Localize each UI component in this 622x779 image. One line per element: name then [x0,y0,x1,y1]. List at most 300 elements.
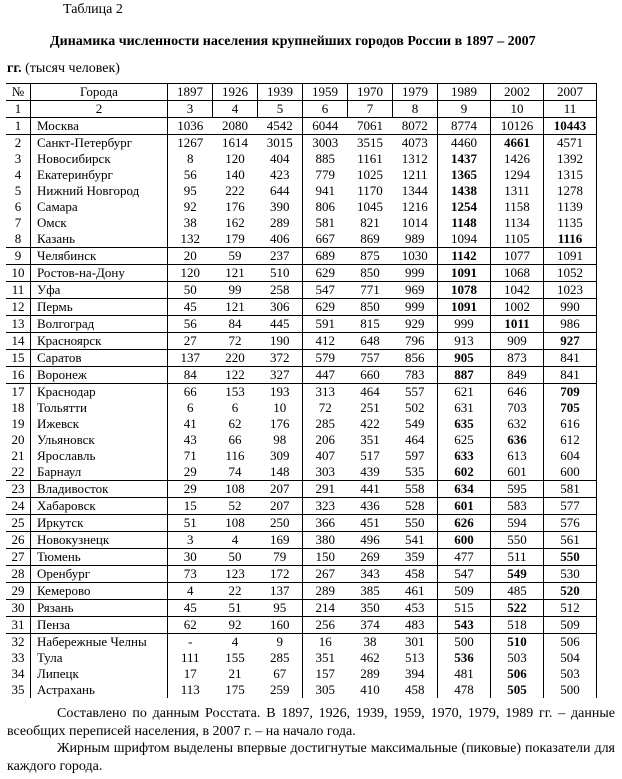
value-cell: 1068 [491,265,544,282]
value-cell: 390 [270,199,290,214]
table-row [6,282,597,299]
city-name: Рязань [31,600,168,617]
value-cell: 541 [393,532,438,549]
header-cell: 7 [348,101,393,118]
peak-value-cell: 510 [491,634,544,651]
header-cell: 6 [303,101,348,118]
city-name: Ижевск [31,416,168,432]
row-number: 5 [14,183,22,198]
value-cell: 423 [270,167,290,182]
table-row [6,167,597,183]
value-cell: 850 [348,299,393,316]
peak-value-cell: 1116 [544,231,597,248]
city-name: Ярославль [31,448,168,464]
value-cell: 306 [258,299,303,316]
value-cell: 601 [491,464,544,481]
row-number: 3 [14,151,22,166]
value-cell: 6 [168,400,213,416]
value-cell: 625 [438,432,491,448]
value-cell: 464 [405,432,425,447]
value-cell: 999 [438,316,491,333]
value-cell: 72 [213,333,258,350]
value-cell: 583 [491,498,544,515]
table-row [6,448,597,464]
peak-value-cell: 705 [544,400,597,416]
peak-value-cell: 4661 [491,135,544,152]
value-cell: 613 [491,448,544,464]
value-cell: 500 [438,634,491,651]
value-cell: 439 [360,464,380,479]
peak-value-cell: 506 [491,666,544,682]
value-cell: 986 [544,316,597,333]
value-cell: 576 [544,515,597,532]
peak-value-cell: 1437 [438,151,491,167]
city-name: Астрахань [31,682,168,698]
value-cell: 3003 [303,135,348,152]
note-bold-meaning: Жирным шрифтом выделены впервые достигнутые максимальные (пиковые) показатели для каждого города. [7,741,615,774]
city-name: Хабаровск [31,498,168,515]
value-cell: 869 [360,231,380,246]
value-cell: 95 [168,183,213,199]
value-cell: 595 [491,481,544,498]
row-number: 24 [6,498,31,515]
value-cell: 1312 [401,151,428,166]
city-name: Оренбург [31,566,168,583]
value-cell: 1278 [544,183,597,199]
value-cell: 579 [303,350,348,367]
table-row [6,583,597,600]
row-number: 31 [6,617,31,634]
value-cell: 289 [303,583,348,600]
value-cell: 111 [168,650,213,666]
value-cell: 591 [303,316,348,333]
value-cell: 98 [273,432,287,447]
value-cell: 506 [544,634,597,651]
value-cell: 150 [303,549,348,566]
peak-value-cell: 1091 [438,299,491,316]
value-cell: 1392 [544,151,597,167]
value-cell: 372 [258,350,303,367]
value-cell: 1030 [393,248,438,265]
value-cell: 45 [168,299,213,316]
value-cell: 359 [393,549,438,566]
value-cell: 16 [303,634,348,651]
table-row [6,400,597,416]
value-cell: 821 [360,215,380,230]
table-title [0,28,622,82]
value-cell: 56 [168,167,213,183]
value-cell: 849 [491,367,544,384]
value-cell: 172 [258,566,303,583]
value-cell: 303 [303,464,348,481]
value-cell: 1002 [491,299,544,316]
value-cell: 38 [168,215,213,231]
value-cell: 594 [491,515,544,532]
value-cell: 21 [228,666,242,681]
city-name: Казань [31,231,168,248]
value-cell: 157 [303,666,348,682]
peak-value-cell: 550 [544,549,597,566]
value-cell: 190 [258,333,303,350]
value-cell: 850 [348,265,393,282]
value-cell: 462 [360,650,380,665]
peak-value-cell: 549 [491,566,544,583]
value-cell: 7061 [348,118,393,135]
value-cell: 72 [303,400,348,416]
value-cell: 267 [303,566,348,583]
value-cell: 108 [213,515,258,532]
value-cell: 148 [270,464,290,479]
value-cell: 1105 [491,231,544,248]
value-cell: 175 [225,682,245,697]
value-cell: 512 [544,600,597,617]
value-cell: 660 [348,367,393,384]
value-cell: 481 [438,666,491,682]
value-cell: 66 [168,384,213,401]
row-number: 8 [14,231,22,246]
value-cell: 301 [393,634,438,651]
table-row [6,384,597,401]
value-cell: 285 [303,416,348,432]
table-caption: Таблица 2 [63,2,123,17]
value-cell: 92 [168,199,213,215]
header-cell: 1989 [438,84,491,101]
value-cell: 436 [348,498,393,515]
row-number: 7 [14,215,22,230]
value-cell: 62 [168,617,213,634]
row-number: 33 [11,650,25,665]
row-number: 16 [6,367,31,384]
city-name: Москва [31,118,168,135]
peak-value-cell: 1365 [438,167,491,183]
table-row [6,481,597,498]
value-cell: 116 [225,448,245,463]
value-cell: 616 [544,416,597,432]
city-name: Пермь [31,299,168,316]
value-cell: 1426 [491,151,544,167]
value-cell: 779 [303,167,348,183]
value-cell: 929 [393,316,438,333]
value-cell: 458 [405,682,425,697]
value-cell: 1134 [491,215,544,231]
value-cell: 549 [405,416,425,431]
value-cell: 343 [348,566,393,583]
city-name: Новокузнецк [31,532,168,549]
value-cell: 50 [168,282,213,299]
value-cell: 510 [258,265,303,282]
table-row [6,650,597,666]
table-row [6,199,597,215]
header-cell: 1939 [258,84,303,101]
value-cell: 9 [258,634,303,651]
header-cell: 11 [544,101,597,118]
value-cell: 351 [303,650,348,666]
value-cell: 646 [491,384,544,401]
peak-value-cell: 1011 [491,316,544,333]
title-years-suffix: гг. [7,61,22,76]
value-cell: 500 [544,682,597,698]
city-name: Ростов-на-Дону [31,265,168,282]
value-cell: 305 [303,682,348,698]
value-cell: 10126 [491,118,544,135]
header-cell: 10 [491,101,544,118]
header-cell: 9 [438,101,491,118]
value-cell: 41 [168,416,213,432]
value-cell: 176 [270,416,290,431]
header-cell: 1979 [393,84,438,101]
row-number: 23 [6,481,31,498]
value-cell: 121 [213,299,258,316]
value-cell: 806 [303,199,348,215]
value-cell: 251 [360,400,380,415]
city-name: Барнаул [31,464,168,481]
value-cell: 1014 [401,215,428,230]
value-cell: 1315 [544,167,597,183]
value-cell: 121 [213,265,258,282]
header-cell: 3 [168,101,213,118]
value-cell: 509 [438,583,491,600]
value-cell: 108 [213,481,258,498]
table-row [6,231,597,248]
value-cell: 550 [491,532,544,549]
value-cell: 513 [405,650,425,665]
value-cell: 1091 [544,248,597,265]
title-line-1: Динамика численности населения крупнейших городов России в 1897 – 2007 [50,34,536,49]
value-cell: 509 [544,617,597,634]
table-row [6,666,597,682]
value-cell: 79 [258,549,303,566]
peak-value-cell: 600 [438,532,491,549]
value-cell: 612 [544,432,597,448]
value-cell: 162 [225,215,245,230]
value-cell: 43 [168,432,213,448]
value-cell: 885 [303,151,348,167]
value-cell: 74 [228,464,242,479]
value-cell: 796 [393,333,438,350]
table-row [6,566,597,583]
value-cell: 644 [270,183,290,198]
table-row [6,118,597,135]
peak-value-cell: 1438 [438,183,491,199]
value-cell: 604 [544,448,597,464]
row-number: 2 [6,135,31,152]
value-cell: 289 [360,666,380,681]
note-source: Составлено по данным Росстата. В 1897, 1926, 1939, 1959, 1970, 1979, 1989 гг. – данные всеобщих переписей населения, в 2007 г. – на начало года. [7,706,615,739]
value-cell: 550 [393,515,438,532]
value-cell: 327 [258,367,303,384]
value-cell: 458 [393,566,438,583]
header-cell: 8 [393,101,438,118]
table-row [6,215,597,231]
value-cell: 351 [360,432,380,447]
city-name: Санкт-Петербург [31,135,168,152]
peak-value-cell: 1091 [438,265,491,282]
value-cell: 557 [393,384,438,401]
value-cell: 1139 [544,199,597,215]
value-cell: 132 [168,231,213,248]
value-cell: 291 [303,481,348,498]
row-number: 32 [6,634,31,651]
peak-value-cell: 887 [438,367,491,384]
value-cell: 27 [168,333,213,350]
value-cell: 259 [270,682,290,697]
table-row [6,600,597,617]
value-cell: 1311 [491,183,544,199]
table-row [6,617,597,634]
value-cell: 52 [213,498,258,515]
value-cell: 841 [544,367,597,384]
value-cell: 122 [213,367,258,384]
value-cell: 511 [491,549,544,566]
value-cell: 179 [225,231,245,246]
table-row [6,682,597,698]
header-cell: 4 [213,101,258,118]
value-cell: 1158 [491,199,544,215]
row-number: 22 [11,464,25,479]
row-number: 15 [6,350,31,367]
value-cell: 648 [348,333,393,350]
value-cell: 1023 [544,282,597,299]
value-cell: 783 [393,367,438,384]
city-name: Тольятти [31,400,168,416]
value-cell: 815 [348,316,393,333]
row-number: 10 [6,265,31,282]
header-cell: 1897 [168,84,213,101]
value-cell: 137 [168,350,213,367]
table-row [6,248,597,265]
value-cell: 632 [491,416,544,432]
city-name: Тюмень [31,549,168,566]
value-cell: 1036 [168,118,213,135]
value-cell: 410 [360,682,380,697]
value-cell: 528 [393,498,438,515]
peak-value-cell: 635 [438,416,491,432]
value-cell: 38 [348,634,393,651]
value-cell: 214 [303,600,348,617]
value-cell: 667 [303,231,348,248]
value-cell: 447 [303,367,348,384]
value-cell: 547 [438,566,491,583]
value-cell: 913 [438,333,491,350]
value-cell: 45 [168,600,213,617]
value-cell: 6044 [303,118,348,135]
table-row [6,432,597,448]
peak-value-cell: 927 [544,333,597,350]
row-number: 14 [6,333,31,350]
header-cell: 2002 [491,84,544,101]
value-cell: 1025 [357,167,383,182]
value-cell: 380 [303,532,348,549]
value-cell: 8072 [393,118,438,135]
value-cell: 313 [303,384,348,401]
city-name: Новосибирск [31,151,168,167]
value-cell: 2080 [213,118,258,135]
value-cell: 51 [168,515,213,532]
value-cell: 496 [348,532,393,549]
header-cell: 5 [258,101,303,118]
value-cell: 8774 [438,118,491,135]
value-cell: 547 [303,282,348,299]
city-name: Екатеринбург [31,167,168,183]
value-cell: 374 [348,617,393,634]
value-cell: 206 [303,432,348,448]
value-cell: 441 [348,481,393,498]
city-name: Самара [31,199,168,215]
table-row [6,316,597,333]
row-number: 34 [11,666,25,681]
peak-value-cell: 10443 [544,118,597,135]
value-cell: 155 [225,650,245,665]
value-cell: 990 [544,299,597,316]
table-row [6,634,597,651]
city-name: Краснодар [31,384,168,401]
value-cell: 20 [168,248,213,265]
value-cell: 535 [405,464,425,479]
city-name: Владивосток [31,481,168,498]
table-row [6,265,597,282]
value-cell: 841 [544,350,597,367]
value-cell: 1170 [357,183,383,198]
city-name: Набережные Челны [31,634,168,651]
value-cell: 771 [348,282,393,299]
city-name: Ульяновск [31,432,168,448]
header-cell: 2007 [544,84,597,101]
city-name: Пенза [31,617,168,634]
value-cell: 4571 [544,135,597,152]
value-cell: 15 [168,498,213,515]
value-cell: 113 [168,682,213,698]
value-cell: 1294 [491,167,544,183]
peak-value-cell: 636 [491,432,544,448]
value-cell: 95 [258,600,303,617]
peak-value-cell: 520 [544,583,597,600]
value-cell: 140 [225,167,245,182]
value-cell: 394 [405,666,425,681]
row-number: 19 [11,416,25,431]
value-cell: 323 [303,498,348,515]
row-number: 30 [6,600,31,617]
row-number: 25 [6,515,31,532]
value-cell: 1042 [491,282,544,299]
city-name: Нижний Новгород [31,183,168,199]
value-cell: 453 [393,600,438,617]
value-cell: 629 [303,299,348,316]
value-cell: 4460 [438,135,491,152]
header-row [6,84,597,101]
table-row [6,498,597,515]
value-cell: 309 [270,448,290,463]
value-cell: 222 [225,183,245,198]
table-row [6,549,597,566]
row-number: 13 [6,316,31,333]
value-cell: 99 [213,282,258,299]
value-cell: 451 [348,515,393,532]
value-cell: 1135 [544,215,597,231]
peak-value-cell: 522 [491,600,544,617]
city-name: Омск [31,215,168,231]
value-cell: 1614 [213,135,258,152]
value-cell: 561 [544,532,597,549]
header-cell: Города [31,84,168,101]
title-units: (тысяч человек) [21,61,120,76]
value-cell: 629 [303,265,348,282]
value-cell: 1216 [401,199,428,214]
value-cell: 875 [348,248,393,265]
value-cell: 504 [544,650,597,666]
value-cell: 1161 [357,151,383,166]
value-cell: 237 [258,248,303,265]
value-cell: 856 [393,350,438,367]
